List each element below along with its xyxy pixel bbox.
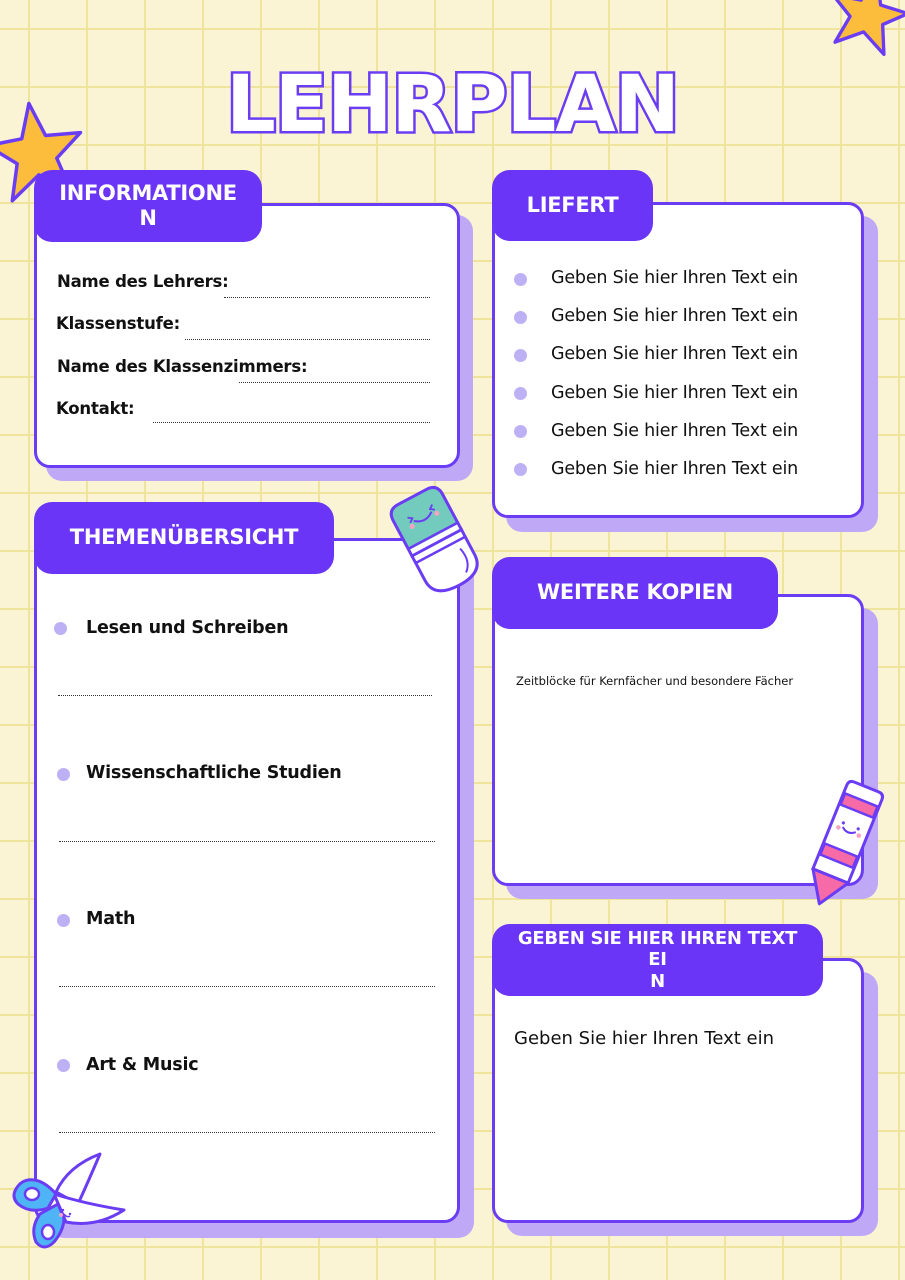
text-box-body[interactable]: Geben Sie hier Ihren Text ein	[514, 1028, 775, 1049]
grade-level-field[interactable]	[185, 339, 430, 340]
teacher-name-label: Name des Lehrers:	[57, 272, 229, 291]
topic-label: Math	[86, 909, 136, 929]
list-item: Geben Sie hier Ihren Text ein	[551, 421, 798, 441]
page-title: LEHRPLAN	[226, 60, 679, 150]
list-item: Geben Sie hier Ihren Text ein	[551, 459, 798, 479]
scissors-icon	[6, 1152, 130, 1256]
informationen-header-line1: INFORMATIONE	[59, 180, 237, 205]
text-box-header	[492, 924, 823, 996]
bullet-icon	[514, 311, 527, 324]
liefert-header: LIEFERT	[492, 170, 653, 241]
text-box-header-line1: GEBEN SIE HIER IHREN TEXT EI	[517, 927, 798, 971]
topic-label: Lesen und Schreiben	[86, 618, 289, 638]
classroom-name-label: Name des Klassenzimmers:	[57, 357, 308, 376]
contact-label: Kontakt:	[56, 399, 135, 418]
themen-header: THEMENÜBERSICHT	[34, 502, 334, 574]
grade-level-label: Klassenstufe:	[56, 314, 180, 333]
list-item: Geben Sie hier Ihren Text ein	[551, 306, 798, 326]
informationen-header	[34, 170, 262, 242]
topic-field[interactable]	[58, 695, 432, 696]
list-item: Geben Sie hier Ihren Text ein	[551, 383, 798, 403]
bullet-icon	[514, 349, 527, 362]
informationen-header-line2: N	[139, 206, 157, 230]
bullet-icon	[57, 768, 70, 781]
topic-label: Art & Music	[86, 1055, 199, 1075]
list-item: Geben Sie hier Ihren Text ein	[551, 344, 798, 364]
topic-field[interactable]	[59, 841, 435, 842]
weitere-kopien-text: Zeitblöcke für Kernfächer und besondere Fächer	[516, 674, 794, 688]
bullet-icon	[57, 1059, 70, 1072]
bullet-icon	[514, 463, 527, 476]
eraser-icon	[384, 484, 484, 600]
topic-field[interactable]	[59, 986, 435, 987]
informationen-card	[34, 203, 460, 468]
bullet-icon	[514, 273, 527, 286]
contact-field[interactable]	[153, 422, 430, 423]
bullet-icon	[514, 387, 527, 400]
teacher-name-field[interactable]	[224, 297, 430, 298]
list-item: Geben Sie hier Ihren Text ein	[551, 268, 798, 288]
crayon-icon	[800, 778, 884, 912]
bullet-icon	[54, 622, 67, 635]
classroom-name-field[interactable]	[239, 382, 430, 383]
text-box-card	[492, 958, 864, 1223]
text-box-header-line2: N	[650, 970, 665, 992]
topic-field[interactable]	[59, 1132, 435, 1133]
star-icon	[826, 0, 905, 56]
bullet-icon	[57, 914, 70, 927]
topic-label: Wissenschaftliche Studien	[86, 763, 342, 783]
bullet-icon	[514, 425, 527, 438]
themen-card	[34, 538, 460, 1223]
weitere-kopien-header: WEITERE KOPIEN	[492, 557, 778, 629]
